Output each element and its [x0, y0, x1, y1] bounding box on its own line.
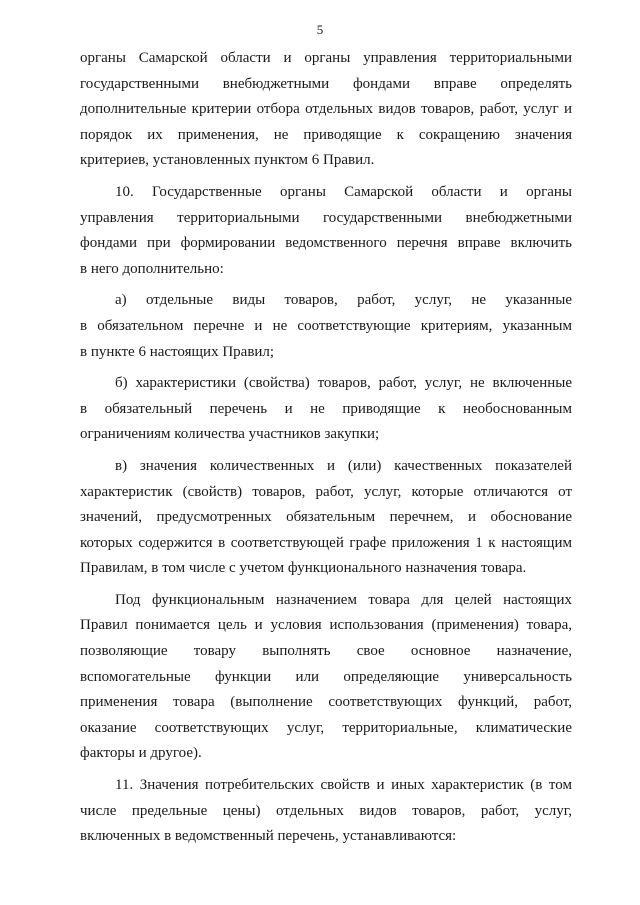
paragraph: [80, 588, 572, 767]
paragraph: [80, 46, 572, 174]
text-line: которых содержится в соответствующей графе приложения 1 к настоящим: [80, 534, 572, 551]
text-line: в) значения количественных и (или) качественных показателей: [115, 457, 572, 474]
paragraph: [80, 454, 572, 582]
text-line: фондами при формировании ведомственного перечня вправе включить: [80, 235, 572, 252]
text-line: ограничениям количества участников закупки;: [80, 426, 380, 443]
text-line: позволяющие товару выполнять свое основное назначение,: [80, 643, 572, 660]
text-line: в обязательный перечень и не приводящие к необоснованным: [80, 400, 572, 417]
text-line: в пункте 6 настоящих Правил;: [80, 343, 275, 360]
text-line: числе предельные цены) отдельных видов товаров, работ, услуг,: [80, 802, 572, 819]
text-line: характеристик (свойств) товаров, работ, услуг, которые отличаются от: [80, 483, 572, 500]
text-line: значений, предусмотренных обязательным перечнем, и обоснование: [80, 509, 572, 526]
text-line: Под функциональным назначением товара для целей настоящих: [115, 591, 572, 608]
text-line: 11. Значения потребительских свойств и иных характеристик (в том: [115, 777, 572, 794]
text-line: оказание соответствующих услуг, территориальные, климатические: [80, 719, 572, 736]
paragraph: [80, 773, 572, 850]
paragraph: [80, 371, 572, 448]
text-line: а) отдельные виды товаров, работ, услуг, не указанные: [115, 292, 572, 309]
text-line: порядок их применения, не приводящие к сокращению значения: [80, 126, 572, 143]
text-line: в него дополнительно:: [80, 260, 224, 277]
text-line: органы Самарской области и органы управления территориальными: [80, 50, 572, 66]
text-line: б) характеристики (свойства) товаров, работ, услуг, не включенные: [115, 375, 572, 392]
text-line: управления территориальными государственными внебюджетными: [80, 209, 572, 226]
text-line: критериев, установленных пунктом 6 Правил.: [80, 152, 375, 169]
text-line: Правилам, в том числе с учетом функционального назначения товара.: [80, 560, 527, 577]
text-line: применения товара (выполнение соответствующих функций, работ,: [80, 694, 572, 711]
text-line: в обязательном перечне и не соответствующие критериям, указанным: [80, 317, 572, 334]
document-body: [80, 46, 572, 850]
text-line: государственными внебюджетными фондами вправе определять: [80, 75, 572, 92]
paragraph: [80, 180, 572, 282]
text-line: Правил понимается цель и условия использования (применения) товара,: [80, 617, 572, 634]
text-line: дополнительные критерии отбора отдельных видов товаров, работ, услуг и: [80, 101, 572, 118]
text-line: вспомогательные функции или определяющие универсальность: [80, 668, 572, 685]
page-number: 5: [316, 22, 324, 37]
text-line: включенных в ведомственный перечень, устанавливаются:: [80, 828, 457, 845]
paragraph: [80, 288, 572, 365]
text-line: 10. Государственные органы Самарской области и органы: [115, 183, 572, 200]
text-line: факторы и другое).: [80, 745, 202, 762]
